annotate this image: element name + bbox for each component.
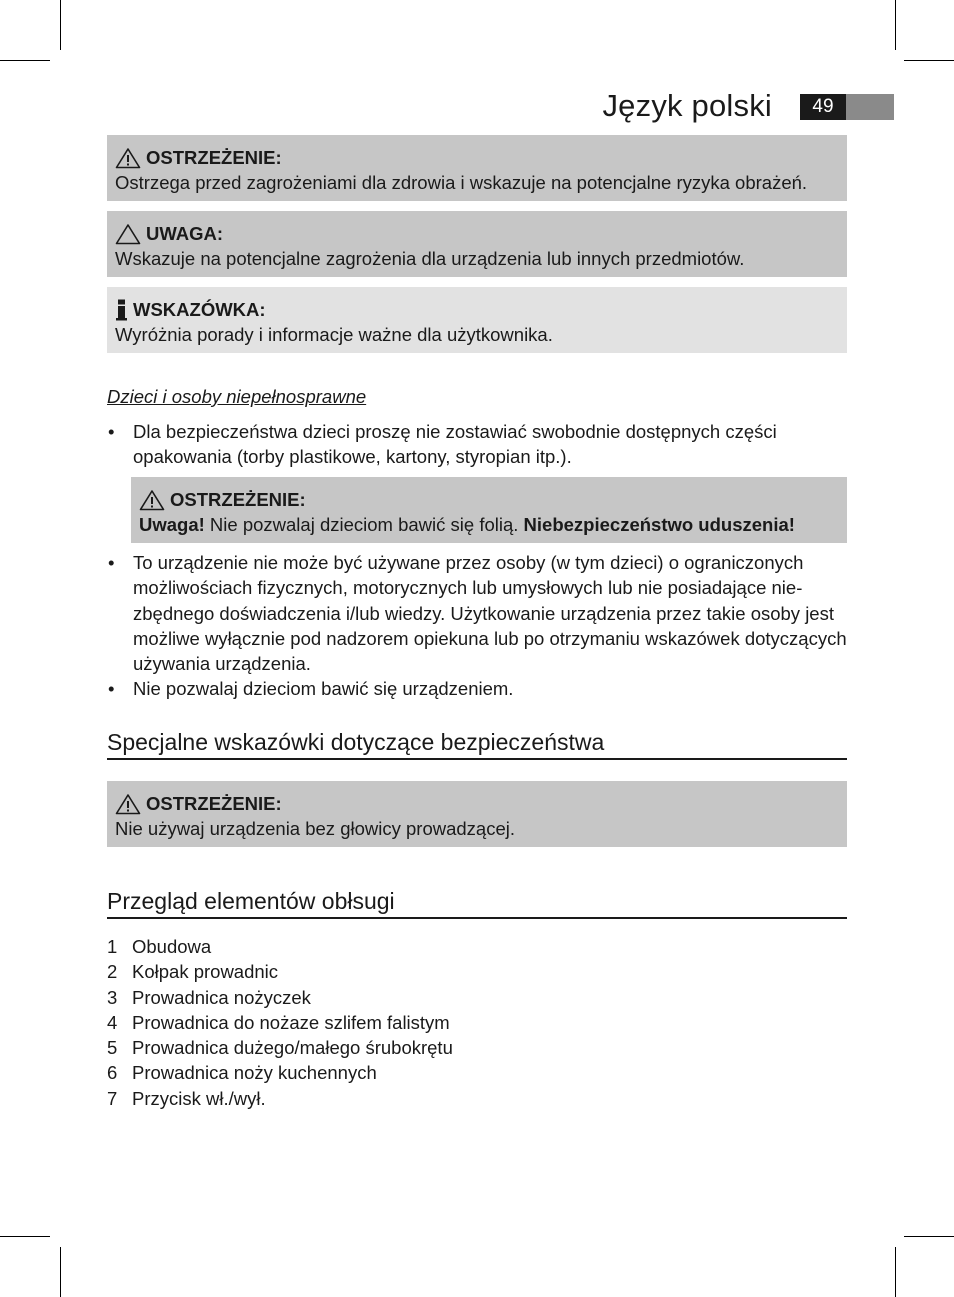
children-warning-box xyxy=(131,477,847,543)
list-item xyxy=(107,1060,453,1085)
crop-mark xyxy=(895,1247,896,1297)
item-label: Obudowa xyxy=(132,936,212,957)
warning-legend-title: OSTRZEŻENIE: xyxy=(146,147,282,168)
bullet-list xyxy=(107,419,847,470)
section-subtitle: Dzieci i osoby niepełnosprawne xyxy=(107,386,367,407)
special-warning-text: Nie używaj urządzenia bez głowicy prowadzącej. xyxy=(115,818,515,839)
item-number: 1 xyxy=(107,936,118,957)
item-label: Prowadnica nożyczek xyxy=(132,986,311,1008)
children-warning-title-row xyxy=(139,487,839,512)
children-warning-text xyxy=(139,512,839,537)
item-number: 5 xyxy=(107,1037,118,1059)
page-number: 49 xyxy=(800,94,846,120)
parts-list xyxy=(107,934,453,1111)
crop-mark xyxy=(0,1236,50,1237)
bullet-item: • To urządzenie nie może być używane przez osoby (w tym dzieci) o ograniczonych możliwościach fizycznych, motorycznych lub umysłowych lub nie posiadające nie-zbędnego doświadczenia i/lub wiedzy. Użytkowanie urządzenia przez takie osoby jest możliwe wyłącznie pod nadzorem opiekuna lub po otrzymaniu wskazówek dotyczących używania urządzenia. xyxy=(107,550,847,676)
warning-lead: Uwaga! xyxy=(139,514,205,535)
warning-triangle-icon xyxy=(115,223,141,245)
info-icon xyxy=(115,299,129,321)
crop-mark xyxy=(904,1236,954,1237)
special-warning-box xyxy=(107,781,847,847)
crop-mark xyxy=(895,0,896,50)
item-label: Prowadnica noży kuchennych xyxy=(132,1062,377,1084)
item-number: 7 xyxy=(107,1087,118,1109)
warning-emphasis: Niebezpieczeństwo uduszenia! xyxy=(523,514,795,535)
list-item xyxy=(107,1035,453,1060)
children-warning-title: OSTRZEŻENIE: xyxy=(170,489,306,510)
hint-legend-box xyxy=(107,287,847,353)
warning-triangle-icon xyxy=(115,793,141,815)
caution-legend-text: Wskazuje na potencjalne zagrożenia dla urządzenia lub innych przedmiotów. xyxy=(115,248,745,269)
caution-legend-title-row xyxy=(115,221,839,246)
warning-legend-text: Ostrzega przed zagrożeniami dla zdrowia i wskazuje na potencjalne ryzyka obrażeń. xyxy=(115,172,808,193)
caution-legend-box xyxy=(107,211,847,277)
bullet-item: • Nie pozwalaj dzieciom bawić się urządzeniem. xyxy=(107,676,847,701)
crop-mark xyxy=(60,1247,61,1297)
list-item xyxy=(107,934,453,959)
item-number: 2 xyxy=(107,961,118,983)
warning-triangle-icon xyxy=(139,489,165,511)
crop-mark xyxy=(60,0,61,50)
list-item xyxy=(107,959,453,984)
special-warning-title: OSTRZEŻENIE: xyxy=(146,793,282,814)
list-item xyxy=(107,1086,453,1111)
section-heading: Specjalne wskazówki dotyczące bezpieczeństwa xyxy=(107,729,847,760)
hint-legend-title: WSKAZÓWKA: xyxy=(133,299,266,320)
section-heading: Przegląd elementów obłsugi xyxy=(107,888,847,919)
list-item xyxy=(107,985,453,1010)
page-title: Język polski xyxy=(602,88,772,123)
item-label: Kołpak prowadnic xyxy=(132,961,279,983)
item-label: Przycisk wł./wył. xyxy=(132,1087,266,1109)
item-label: Prowadnica dużego/małego śrubokrętu xyxy=(132,1037,453,1059)
warning-legend-box xyxy=(107,135,847,201)
hint-legend-text: Wyróżnia porady i informacje ważne dla użytkownika. xyxy=(115,324,553,345)
list-item xyxy=(107,1010,453,1035)
special-warning-title-row xyxy=(115,791,839,816)
warning-body: Nie pozwalaj dzieciom bawić się folią. xyxy=(204,514,524,535)
caution-legend-title: UWAGA: xyxy=(146,223,224,244)
crop-mark xyxy=(904,60,954,61)
item-number: 3 xyxy=(107,986,118,1008)
item-label: Prowadnica do nożaze szlifem falistym xyxy=(132,1011,450,1033)
item-number: 4 xyxy=(107,1011,118,1033)
bullet-item: • Dla bezpieczeństwa dzieci proszę nie zostawiać swobodnie dostępnych części opakowania (torby plastikowe, kartony, styropian itp.). xyxy=(107,419,847,470)
hint-legend-title-row xyxy=(115,297,839,322)
crop-mark xyxy=(0,60,50,61)
bullet-list xyxy=(107,550,847,702)
item-number: 6 xyxy=(107,1062,118,1084)
warning-triangle-icon xyxy=(115,147,141,169)
page-number-bar xyxy=(846,94,894,120)
warning-legend-title-row xyxy=(115,145,839,170)
